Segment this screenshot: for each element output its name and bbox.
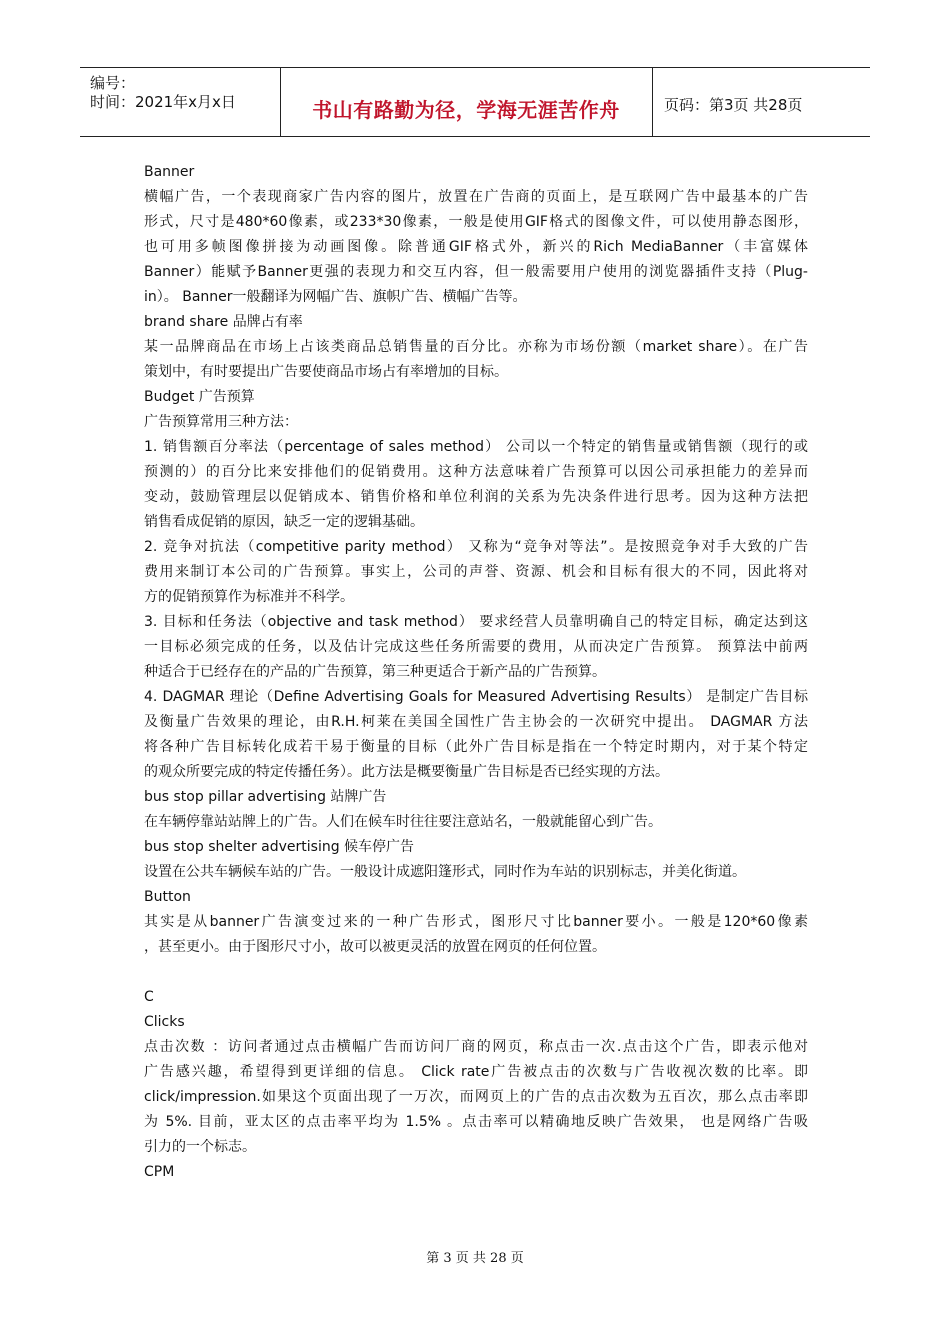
text-line: 引力的一个标志。 — [144, 1139, 256, 1155]
text-line: C — [144, 989, 154, 1005]
text-line: 将各种广告目标转化成若干易于衡量的目标（此外广告目标是指在一个特定时期内，对于某个特定 — [144, 739, 808, 755]
text-line: 方的促销预算作为标准并不科学。 — [144, 589, 354, 605]
text-line: 也可用多帧图像拼接为动画图像。除普通GIF格式外，新兴的Rich MediaBanner（丰富媒体 — [144, 239, 808, 255]
text-line: 费用来制订本公司的广告预算。事实上，公司的声誉、资源、机会和目标有很大的不同，因此将对 — [144, 564, 808, 580]
text-line: Banner）能赋予Banner更强的表现力和交互内容，但一般需要用户使用的浏览器插件支持（Plug- — [144, 264, 808, 280]
text-line: 某一品牌商品在市场上占该类商品总销售量的百分比。亦称为市场份额（market share）。在广告 — [144, 339, 808, 355]
text-line: 销售看成促销的原因，缺乏一定的逻辑基础。 — [144, 514, 424, 530]
text-line: 广告感兴趣，希望得到更详细的信息。 Click rate广告被点击的次数与广告收视次数的比率。即 — [144, 1064, 808, 1080]
text-line: 种适合于已经存在的产品的广告预算，第三种更适合于新产品的广告预算。 — [144, 664, 606, 680]
header-motto-cell — [280, 68, 653, 136]
text-line: 1. 销售额百分率法（percentage of sales method） 公司以一个特定的销售量或销售额（现行的或 — [144, 439, 808, 455]
text-line: 及衡量广告效果的理论，由R.H.柯莱在美国全国性广告主协会的一次研究中提出。 DAGMAR 方法 — [144, 714, 808, 730]
text-line: 广告预算常用三种方法： — [144, 414, 298, 430]
text-line: 变动，鼓励管理层以促销成本、销售价格和单位利润的关系为先决条件进行思考。因为这种方法把 — [144, 489, 808, 505]
text-line: click/impression.如果这个页面出现了一万次，而网页上的广告的点击次数为五百次，那么点击率即 — [144, 1089, 808, 1105]
text-line: CPM — [144, 1164, 175, 1180]
document-body — [144, 160, 808, 1185]
page-header — [80, 67, 870, 137]
text-line: Button — [144, 889, 191, 905]
text-line: 形式，尺寸是480*60像素，或233*30像素，一般是使用GIF格式的图像文件，可以使用静态图形， — [144, 214, 808, 230]
doc-date: 时间：2021年x月x日 — [90, 93, 236, 111]
text-line: 设置在公共车辆候车站的广告。一般设计成遮阳篷形式，同时作为车站的识别标志，并美化街道。 — [144, 864, 746, 880]
text-line: in）。 Banner一般翻译为网幅广告、旗帜广告、横幅广告等。 — [144, 289, 527, 305]
text-line: Budget 广告预算 — [144, 389, 255, 405]
page-footer: 第 3 页 共 28 页 — [426, 1251, 524, 1266]
text-line: 横幅广告，一个表现商家广告内容的图片，放置在广告商的页面上，是互联网广告中最基本的广告 — [144, 189, 808, 205]
text-line: 点击次数 ：访问者通过点击横幅广告而访问厂商的网页，称点击一次.点击这个广告，即表示他对 — [144, 1039, 808, 1055]
text-line: 在车辆停靠站站牌上的广告。人们在候车时往往要注意站名，一般就能留心到广告。 — [144, 814, 662, 830]
motto: 书山有路勤为径，学海无涯苦作舟 — [312, 98, 620, 122]
text-line: ，甚至更小。由于图形尺寸小，故可以被更灵活的放置在网页的任何位置。 — [144, 939, 606, 955]
text-line: 一目标必须完成的任务，以及估计完成这些任务所需要的费用，从而决定广告预算。 预算法中前两 — [144, 639, 808, 655]
text-line: 其实是从banner广告演变过来的一种广告形式，图形尺寸比banner要小。一般是120*60像素 — [144, 914, 808, 930]
text-line: 为 5%. 目前，亚太区的点击率平均为 1.5% 。点击率可以精确地反映广告效果， 也是网络广告吸 — [144, 1114, 808, 1130]
text-line: 2. 竞争对抗法（competitive parity method） 又称为“竞争对等法”。是按照竞争对手大致的广告 — [144, 539, 808, 555]
text-line: bus stop pillar advertising 站牌广告 — [144, 789, 387, 805]
blank-line — [144, 960, 808, 985]
doc-number-label: 编号： — [90, 74, 136, 92]
text-line: 4. DAGMAR 理论（Define Advertising Goals for Measured Advertising Results） 是制定广告目标 — [144, 689, 808, 705]
text-line: 的观众所要完成的特定传播任务）。此方法是概要衡量广告目标是否已经实现的方法。 — [144, 764, 669, 780]
text-line: 策划中，有时要提出广告要使商品市场占有率增加的目标。 — [144, 364, 508, 380]
header-meta-cell — [80, 68, 281, 136]
text-line: 3. 目标和任务法（objective and task method） 要求经营人员靠明确自己的特定目标，确定达到这 — [144, 614, 808, 630]
header-page-cell — [652, 68, 870, 136]
text-line: 预测的）的百分比来安排他们的促销费用。这种方法意味着广告预算可以因公司承担能力的差异而 — [144, 464, 808, 480]
text-line: Clicks — [144, 1014, 185, 1030]
page-code: 页码：第3页 共28页 — [664, 96, 803, 114]
text-line: bus stop shelter advertising 候车停广告 — [144, 839, 415, 855]
text-line: brand share 品牌占有率 — [144, 314, 303, 330]
text-line: Banner — [144, 164, 195, 180]
